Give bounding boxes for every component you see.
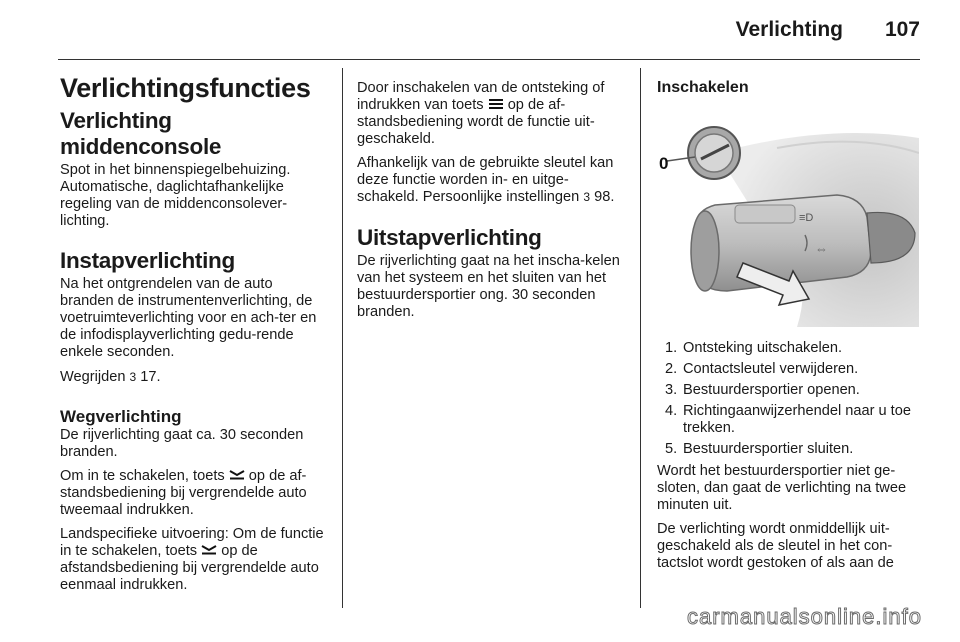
- list-item: 1. Ontsteking uitschakelen.: [665, 340, 842, 356]
- paragraph: [357, 155, 625, 206]
- subsection-heading: Uitstapverlichting: [357, 225, 542, 250]
- column-2: [357, 80, 625, 321]
- column-divider: [640, 68, 641, 608]
- svg-text:≡D: ≡D: [799, 212, 814, 224]
- paragraph-text: Door inschakelen van de ontsteking of indrukken van toets: [357, 80, 605, 113]
- list-item: 2. Contactsleutel verwijderen.: [665, 361, 859, 377]
- paragraph-text: Wegrijden: [60, 369, 126, 385]
- paragraph-text: Landspecifieke uitvoering: Om de functie in te schakelen, toets: [60, 526, 324, 559]
- watermark: carmanualsonline.info: [686, 604, 922, 629]
- page-reference-number: 98.: [594, 189, 615, 205]
- paragraph: De rijverlichting gaat ca. 30 seconden branden.: [60, 427, 304, 460]
- svg-text:⇔: ⇔: [815, 241, 828, 256]
- unlock-key-icon: [488, 98, 504, 109]
- list-item: 5. Bestuurdersportier sluiten.: [665, 441, 854, 457]
- page-reference-icon: 3: [583, 190, 591, 204]
- column-1: [60, 66, 328, 594]
- chapter-title: Verlichting: [735, 18, 843, 41]
- paragraph: [357, 80, 625, 148]
- paragraph: Na het ontgrendelen van de auto branden de instrumentenverlichting, de voetruimteverlichting voor en ach-ter en de infodisplayverlichting gedu-rende enkele seconden.: [60, 276, 317, 360]
- paragraph: Spot in het binnenspiegelbehuizing. Automatische, daglichtafhankelijke regeling van de middenconsolever-lichting.: [60, 162, 291, 229]
- page-header: [0, 0, 960, 62]
- subsection-heading: Inschakelen: [657, 79, 749, 96]
- paragraph-text: op de af-standsbediening bij vergrendelde auto tweemaal indrukken.: [60, 468, 307, 518]
- paragraph-text: op de af-standsbediening wordt de functie uit-geschakeld.: [357, 97, 595, 147]
- subsection-heading: Verlichting middenconsole: [60, 108, 222, 159]
- headlight-key-icon: [201, 544, 217, 555]
- list-item: 4. Richtingaanwijzerhendel naar u toe trekken.: [665, 403, 911, 436]
- page-reference-number: 17.: [140, 369, 161, 385]
- steps-list: [657, 340, 923, 458]
- paragraph-reference: [60, 369, 328, 386]
- turn-signal-lever-illustration: [657, 113, 919, 327]
- paragraph-text: op de afstandsbediening bij vergrendelde auto eenmaal indrukken.: [60, 543, 319, 593]
- paragraph-text: Afhankelijk van de gebruikte sleutel kan deze functie worden in- en uitge-schakeld. Persoonlijke instellingen: [357, 155, 614, 205]
- section-heading: Verlichtingsfuncties: [60, 73, 311, 103]
- column-divider: [342, 68, 343, 608]
- page-reference-icon: 3: [129, 370, 137, 384]
- subsection-heading: Wegverlichting: [60, 407, 182, 426]
- paragraph-text: Om in te schakelen, toets: [60, 468, 225, 484]
- header-rule: [58, 59, 920, 60]
- paragraph: Wordt het bestuurdersportier niet ge-sloten, dan gaat de verlichting na twee minuten uit.: [657, 463, 907, 513]
- column-3: [657, 78, 923, 572]
- paragraph: De rijverlichting gaat na het inscha-kelen van het systeem en het sluiten van het bestuurdersportier ong. 30 seconden branden.: [357, 253, 620, 320]
- ignition-position-label: 0: [659, 154, 669, 173]
- list-item: 3. Bestuurdersportier openen.: [665, 382, 860, 398]
- paragraph: [60, 468, 328, 519]
- headlight-key-icon: [229, 469, 245, 480]
- paragraph: [60, 526, 328, 594]
- subsection-heading: Instapverlichting: [60, 248, 235, 273]
- paragraph: De verlichting wordt onmiddellijk uit-geschakeld als de sleutel in het con-tactslot wordt gestoken of als aan de: [657, 521, 894, 571]
- page-number: 107: [884, 18, 920, 41]
